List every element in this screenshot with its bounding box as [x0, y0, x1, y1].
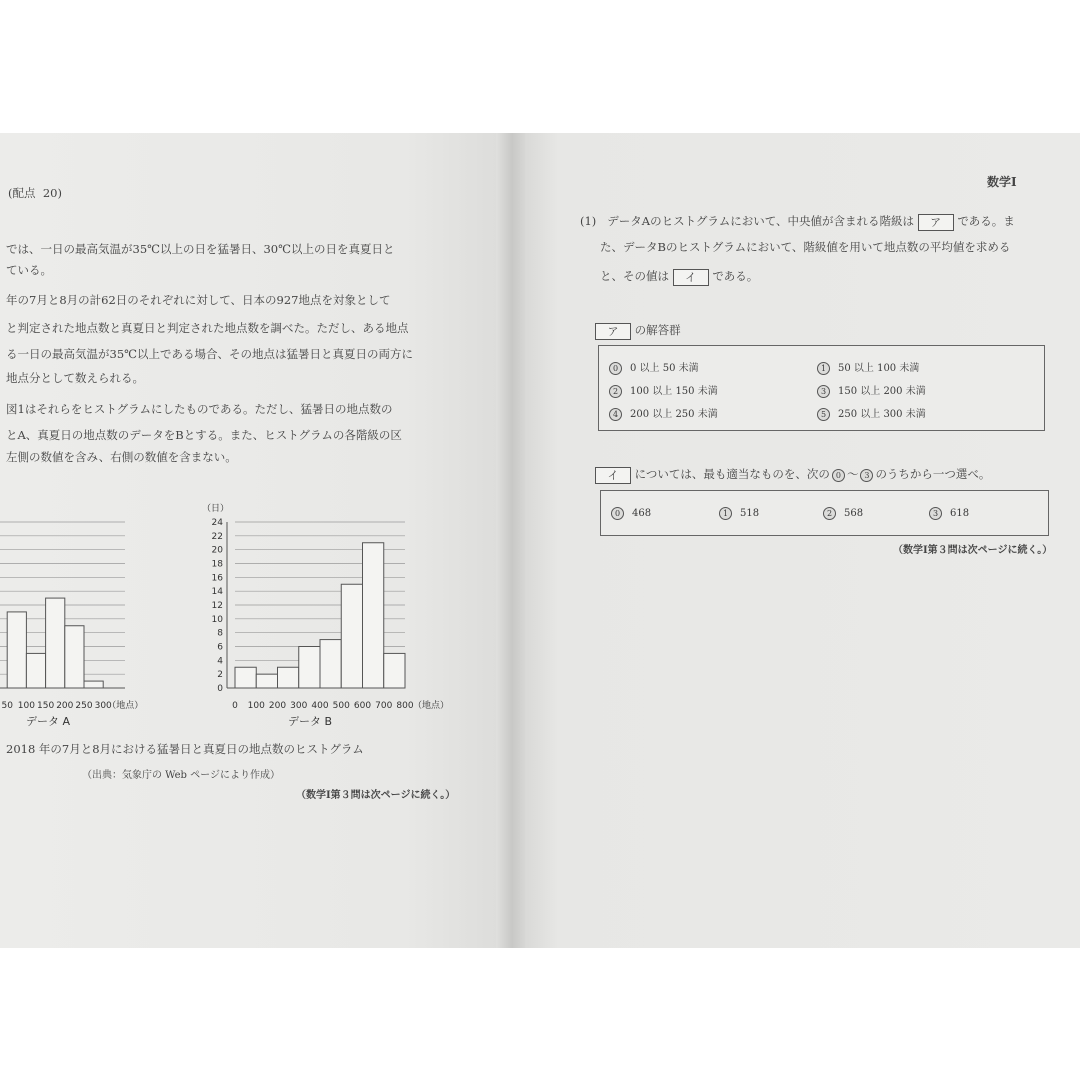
bar-b-400-500	[320, 640, 341, 688]
bar-b-100-200	[256, 674, 277, 688]
question-text: データAのヒストグラムにおいて、中央値が含まれる階級は	[607, 214, 914, 228]
paragraph-line: る一日の最高気温が35℃以上である場合、その地点は猛暑日と真夏日の両方に	[6, 347, 413, 361]
y-tick-b: 12	[211, 601, 223, 611]
y-unit-b: （日）	[202, 504, 230, 514]
y-tick-b: 4	[217, 656, 223, 667]
chart-title-b: データ B	[287, 715, 333, 728]
instruction-text: のうちから一つ選べ。	[875, 467, 991, 481]
y-tick-b: 6	[217, 642, 223, 653]
choices-label-text: の解答群	[634, 323, 681, 337]
choice-text: 518	[740, 508, 760, 519]
y-tick-b: 24	[211, 518, 223, 528]
choices-i-box	[600, 490, 1049, 536]
y-tick-b: 22	[211, 531, 223, 542]
x-tick-a: 150	[37, 701, 55, 711]
x-tick-b: 300	[290, 701, 308, 711]
y-tick-b: 16	[211, 573, 223, 584]
bar-b-600-700	[363, 543, 384, 688]
answer-blank-a: ア	[918, 214, 954, 231]
paragraph-line: ている。	[6, 263, 52, 277]
instruction-text: については、最も適当なものを、次の	[634, 467, 830, 481]
bar-b-200-300	[278, 667, 299, 688]
choice-number-icon: 2	[823, 507, 836, 520]
choice-text: 568	[844, 508, 864, 519]
y-tick-b: 18	[211, 559, 223, 570]
y-tick-b: 14	[211, 587, 223, 598]
choice-number-icon: 5	[817, 408, 830, 421]
x-tick-b: 600	[353, 701, 372, 711]
booklet-spread	[0, 133, 1080, 948]
choice-text: 150 以上 200 未満	[838, 386, 926, 397]
points-value: 20	[42, 186, 58, 200]
x-tick-b: 0	[232, 701, 238, 711]
figure-source: （出典：気象庁の Web ページにより作成）	[82, 770, 280, 781]
choice-a-5[interactable]	[817, 405, 926, 421]
x-tick-b: 200	[268, 701, 287, 711]
points-label: 配点	[12, 186, 36, 200]
answer-blank-i: イ	[595, 467, 631, 484]
x-tick-a: 300	[94, 701, 112, 711]
paragraph-line: 年の7月と8月の計62日のそれぞれに対して、日本の927地点を対象として	[6, 293, 391, 307]
choice-text: 50 以上 100 未満	[838, 363, 920, 374]
question-line-1	[580, 213, 1015, 231]
question-text: と、その値は	[600, 269, 669, 283]
paragraph-line: 左側の数値を含み、右側の数値を含まない。	[6, 450, 237, 464]
bar-a-100-150	[26, 653, 45, 688]
book-gutter	[496, 133, 528, 948]
x-tick-b: 400	[311, 701, 329, 711]
choices-a-box	[598, 345, 1045, 431]
bar-a-200-250	[65, 626, 84, 688]
continue-note: （数学Ⅰ第３問は次ページに続く。）	[296, 790, 456, 801]
question-text: である。	[712, 269, 759, 283]
choice-number-icon: 1	[817, 362, 830, 375]
choice-number-icon: 3	[817, 385, 830, 398]
choice-a-2[interactable]	[609, 382, 718, 398]
answer-blank-i: イ	[673, 269, 709, 286]
choice-i-2[interactable]	[823, 507, 863, 520]
bar-a-150-200	[46, 598, 65, 688]
choice-number-icon: 3	[929, 507, 942, 520]
points-header: (配点 20)	[8, 186, 62, 200]
choices-a-label	[595, 322, 681, 340]
choice-a-1[interactable]	[817, 359, 919, 375]
y-tick-b: 10	[211, 614, 223, 625]
paragraph-line: 地点分として数えられる。	[6, 371, 144, 385]
bar-b-300-400	[299, 647, 320, 689]
choice-number-icon: 1	[719, 507, 732, 520]
question-line-3	[600, 268, 758, 286]
choice-text: 0 以上 50 未満	[630, 363, 699, 374]
choice-number-icon: 4	[609, 408, 622, 421]
x-tick-a: 50	[1, 701, 13, 711]
x-tick-a: 250	[75, 701, 93, 711]
choice-a-4[interactable]	[609, 405, 718, 421]
paragraph-line: では、一日の最高気温が35℃以上の日を猛暑日、30℃以上の日を真夏日と	[6, 242, 395, 256]
question-text: である。ま	[957, 214, 1015, 228]
x-tick-b: 700	[375, 701, 393, 711]
choice-i-1[interactable]	[719, 507, 759, 520]
y-tick-b: 0	[217, 684, 223, 694]
y-tick-b: 20	[211, 545, 223, 556]
subject-header: 数学Ⅰ	[987, 175, 1017, 189]
choices-i-instruction	[595, 466, 990, 484]
choice-i-0[interactable]	[611, 507, 651, 520]
histogram-figure	[0, 495, 470, 735]
range-tilde: ～	[846, 467, 859, 481]
continue-note: （数学Ⅰ第３問は次ページに続く。）	[893, 545, 1053, 556]
answer-blank-a: ア	[595, 323, 631, 340]
choice-i-3[interactable]	[929, 507, 969, 520]
x-unit-a: （地点）	[107, 701, 144, 711]
choice-number-icon: 0	[609, 362, 622, 375]
choice-number-icon: 2	[609, 385, 622, 398]
paragraph-line: と判定された地点数と真夏日と判定された地点数を調べた。ただし、ある地点	[6, 321, 409, 335]
x-tick-a: 200	[56, 701, 74, 711]
choice-a-3[interactable]	[817, 382, 926, 398]
paragraph-line: 図1はそれらをヒストグラムにしたものである。ただし、猛暑日の地点数の	[6, 402, 393, 416]
paragraph-line: とA、真夏日の地点数のデータをBとする。また、ヒストグラムの各階級の区	[6, 428, 402, 442]
figure-caption: 2018 年の7月と8月における猛暑日と真夏日の地点数のヒストグラム	[6, 742, 364, 756]
choice-text: 100 以上 150 未満	[630, 386, 718, 397]
choice-text: 250 以上 300 未満	[838, 409, 926, 420]
y-tick-b: 8	[217, 628, 223, 639]
bar-b-0-100	[235, 667, 256, 688]
right-page	[525, 133, 1080, 948]
range-start-icon: 0	[832, 469, 845, 482]
x-tick-b: 100	[247, 701, 265, 711]
x-unit-b: （地点）	[413, 701, 450, 711]
x-tick-b: 500	[332, 701, 350, 711]
choice-text: 618	[950, 508, 970, 519]
choice-text: 200 以上 250 未満	[630, 409, 718, 420]
left-page	[0, 133, 505, 948]
bar-a-50-100	[7, 612, 26, 688]
y-tick-b: 2	[217, 670, 223, 681]
bar-b-500-600	[341, 584, 362, 688]
question-line-2: た、データBのヒストグラムにおいて、階級値を用いて地点数の平均値を求める	[600, 240, 1011, 254]
bar-a-250-300	[84, 681, 103, 688]
bar-b-700-800	[384, 653, 405, 688]
question-number: (1)	[580, 214, 597, 228]
choice-text: 468	[632, 508, 652, 519]
choice-number-icon: 0	[611, 507, 624, 520]
range-end-icon: 3	[860, 469, 873, 482]
chart-title-a: データ A	[25, 715, 71, 728]
x-tick-b: 800	[396, 701, 414, 711]
x-tick-a: 100	[17, 701, 35, 711]
choice-a-0[interactable]	[609, 359, 699, 375]
